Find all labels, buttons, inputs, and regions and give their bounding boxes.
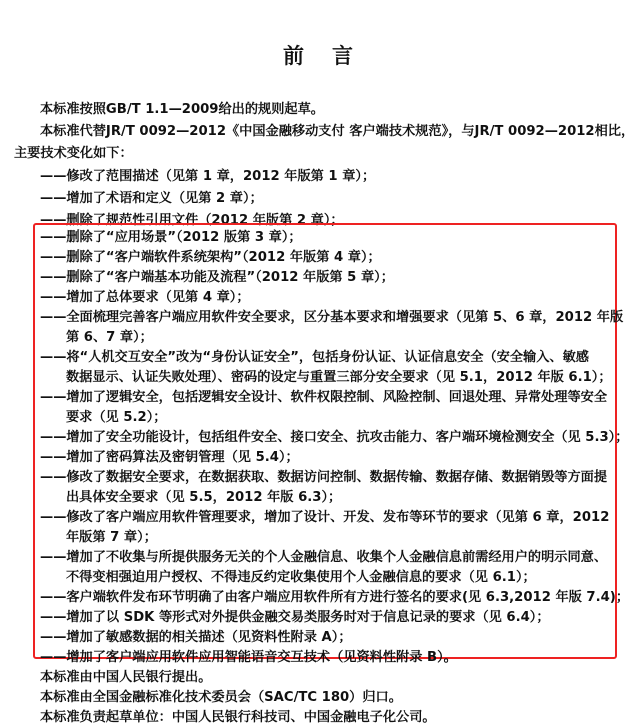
change-item-highlighted: ——删除了“应用场景”（2012 版第 3 章）； (40, 230, 302, 245)
change-item-highlighted: ——修改了客户端应用软件管理要求，增加了设计、开发、发布等环节的要求（见第 6 章，2012 (40, 510, 610, 525)
change-item-highlighted: ——删除了“客户端基本功能及流程”（2012 年版第 5 章）； (40, 270, 394, 285)
change-item-highlighted: ——全面梳理完善客户端应用软件安全要求，区分基本要求和增强要求（见第 5、6 章，2012 年版 (40, 310, 624, 325)
change-item-highlighted: ——将“人机交互安全”改为“身份认证安全”，包括身份认证、认证信息安全（安全输入、敏感 (40, 350, 589, 365)
change-item-highlighted-cont: 出具体安全要求（见 5.5，2012 年版 6.3）； (66, 490, 342, 505)
change-item-highlighted: ——删除了“客户端软件系统架构”（2012 年版第 4 章）； (40, 250, 381, 265)
change-item-highlighted-cont: 年版第 7 章）； (66, 530, 157, 545)
change-item: ——增加了术语和定义（见第 2 章）； (40, 191, 263, 206)
change-item-highlighted-cont: 要求（见 5.2）； (66, 410, 167, 425)
closing-administered-by: 本标准由全国金融标准化技术委员会（SAC/TC 180）归口。 (40, 690, 402, 705)
change-item: ——删除了规范性引用文件（2012 年版第 2 章）； (40, 213, 344, 228)
change-item-highlighted: ——增加了不收集与所提供服务无关的个人金融信息、收集个人金融信息前需经用户的明示同意、 (40, 550, 608, 565)
page-title: 前言 (283, 44, 381, 68)
change-item-highlighted: ——增加了敏感数据的相关描述（见资料性附录 A）； (40, 630, 352, 645)
change-item-highlighted: ——增加了总体要求（见第 4 章）； (40, 290, 250, 305)
change-item-highlighted: ——修改了数据安全要求，在数据获取、数据访问控制、数据传输、数据存储、数据销毁等方面提 (40, 470, 608, 485)
change-item: ——修改了范围描述（见第 1 章，2012 年版第 1 章）； (40, 169, 376, 184)
change-item-highlighted: ——增加了安全功能设计，包括组件安全、接口安全、抗攻击能力、客户端环境检测安全（见 5.3）； (40, 430, 629, 445)
change-item-highlighted-cont: 不得变相强迫用户授权、不得违反约定收集使用个人金融信息的要求（见 6.1）； (66, 570, 536, 585)
change-item-highlighted: ——增加了逻辑安全，包括逻辑安全设计、软件权限控制、风险控制、回退处理、异常处理等安全 (40, 390, 608, 405)
closing-drafting-units: 本标准负责起草单位：中国人民银行科技司、中国金融电子化公司。 (40, 710, 436, 725)
change-item-highlighted: ——增加了密码算法及密钥管理（见 5.4）； (40, 450, 299, 465)
change-item-highlighted: ——增加了以 SDK 等形式对外提供金融交易类服务时对于信息记录的要求（见 6.4）； (40, 610, 550, 625)
change-item-highlighted: ——客户端软件发布环节明确了由客户端应用软件所有方进行签名的要求(见 6.3,2012 年版 7.4)； (40, 590, 630, 605)
change-item-highlighted: ——增加了客户端应用软件应用智能语音交互技术（见资料性附录 B）。 (40, 650, 457, 665)
change-item-highlighted-cont: 数据显示、认证失败处理）、密码的设定与重置三部分安全要求（见 5.1，2012 年版 6.1）； (66, 370, 612, 385)
closing-proposed-by: 本标准由中国人民银行提出。 (40, 670, 212, 685)
intro-line-replaces: 本标准代替JR/T 0092—2012《中国金融移动支付 客户端技术规范》，与JR/T 0092—2012相比， (40, 124, 635, 139)
intro-line-drafting-rules: 本标准按照GB/T 1.1—2009给出的规则起草。 (40, 102, 324, 117)
intro-line-main-changes: 主要技术变化如下： (14, 146, 133, 161)
change-item-highlighted-cont: 第 6、7 章）； (66, 330, 153, 345)
